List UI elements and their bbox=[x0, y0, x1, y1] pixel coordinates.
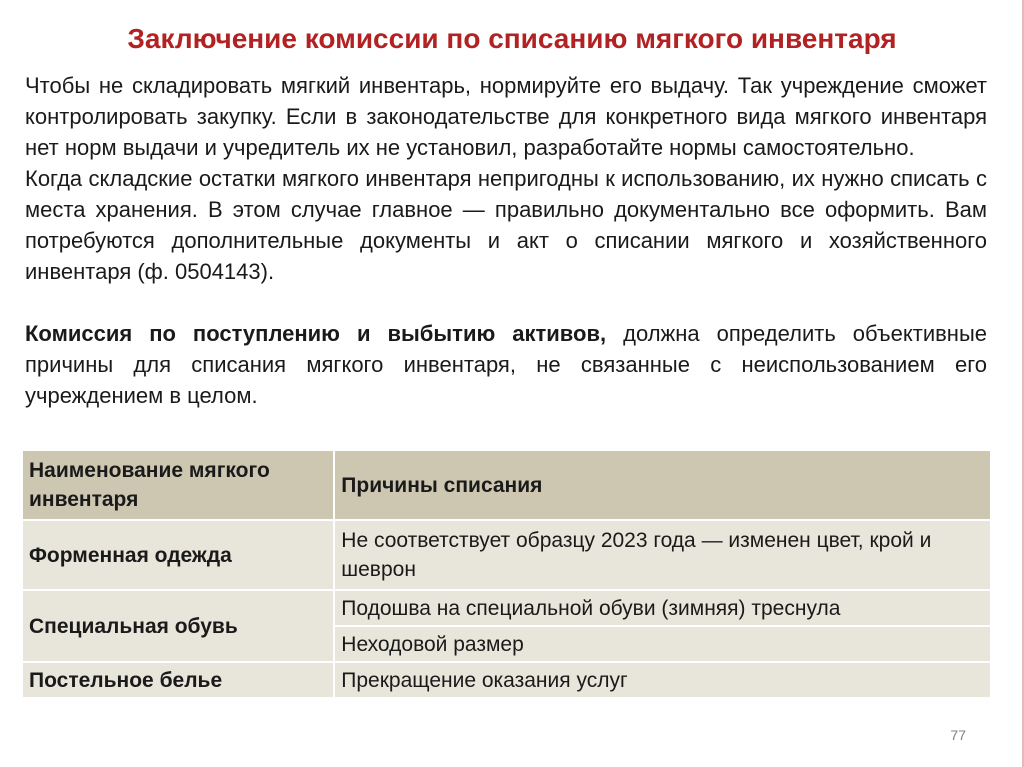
row-item-uniform: Форменная одежда bbox=[23, 521, 335, 591]
table-row bbox=[23, 591, 992, 627]
header-reasons: Причины списания bbox=[335, 451, 992, 521]
row-reason-services: Прекращение оказания услуг bbox=[335, 663, 992, 699]
row-reason-size: Неходовой размер bbox=[335, 627, 992, 663]
table-header-row bbox=[23, 451, 992, 521]
row-item-bedding: Постельное белье bbox=[23, 663, 335, 699]
row-reason-sole: Подошва на специальной обуви (зимняя) треснула bbox=[335, 591, 992, 627]
paragraph-normalization: Чтобы не складировать мягкий инвентарь, нормируйте его выдачу. Так учреждение сможет контролировать закупку. Если в законодательстве для конкретного вида мягкого инвентаря нет норм выдачи и учредитель их не установил, разработайте нормы самостоятельно. bbox=[25, 73, 987, 160]
header-item-name: Наименование мягкого инвентаря bbox=[23, 451, 335, 521]
paragraph-spacer bbox=[25, 287, 987, 318]
slide-body bbox=[25, 70, 987, 411]
commission-name: Комиссия по поступлению и выбытию активов, bbox=[25, 321, 607, 346]
commission-text: должна определить объективные причины для списания мягкого инвентаря, не связанные с неиспользованием его учреждением в целом. bbox=[25, 321, 987, 408]
table-row bbox=[23, 521, 992, 591]
paragraph-commission bbox=[25, 318, 987, 411]
row-reason-uniform: Не соответствует образцу 2023 года — изменен цвет, крой и шеврон bbox=[335, 521, 992, 591]
paragraph-write-off: Когда складские остатки мягкого инвентаря непригодны к использованию, их нужно списать с места хранения. В этом случае главное — правильно документально все оформить. Вам потребуются дополнительные документы и акт о списании мягкого и хозяйственного инвентаря (ф. 0504143). bbox=[25, 166, 987, 284]
table-row bbox=[23, 663, 992, 699]
slide-title: Заключение комиссии по списанию мягкого инвентаря bbox=[127, 23, 897, 54]
row-item-special-shoes: Специальная обувь bbox=[23, 591, 335, 663]
page-number: 77 bbox=[950, 727, 966, 743]
write-off-reasons-table bbox=[23, 451, 992, 699]
